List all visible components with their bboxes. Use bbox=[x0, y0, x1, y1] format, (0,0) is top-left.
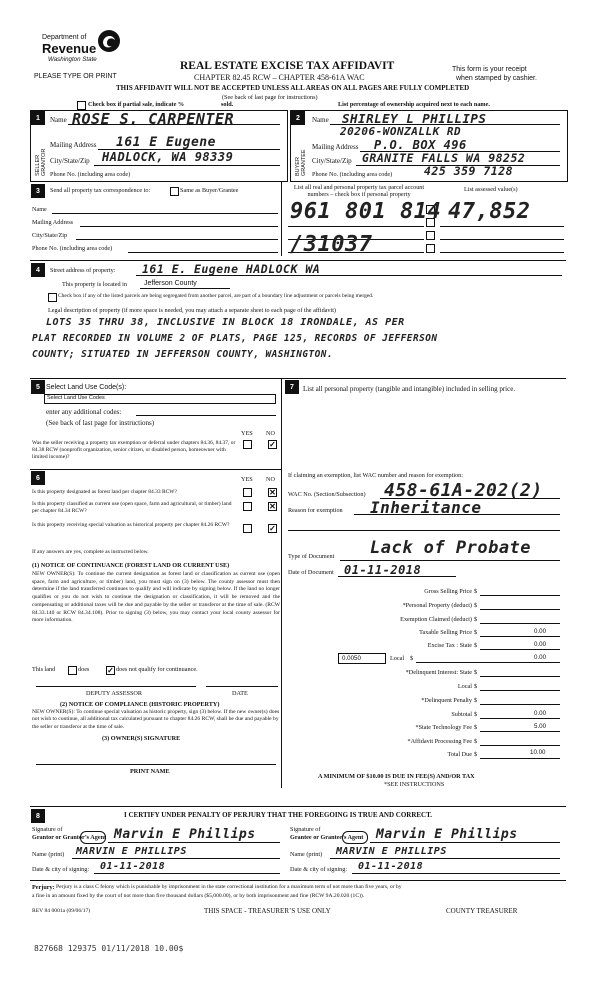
reason-value[interactable]: Inheritance bbox=[370, 498, 482, 517]
see-back-header: (See back of last page for instructions) bbox=[222, 94, 318, 101]
grantee-name-value[interactable]: MARVIN E PHILLIPS bbox=[336, 846, 447, 857]
taxable-label: Taxable Selling Price bbox=[419, 629, 472, 636]
forest-if-yes: If any answers are yes, complete as instructed below. bbox=[32, 549, 149, 555]
does-not-label: does not qualify for continuance. bbox=[116, 666, 198, 673]
seller-mailing-value[interactable]: 161 E Eugene bbox=[116, 135, 216, 150]
buyer-phone-label: Phone No. (including area code) bbox=[312, 171, 393, 178]
corr-name-label: Name bbox=[32, 206, 47, 213]
grantee-label: Grantee or Grantee’s Agent bbox=[290, 834, 364, 841]
corr-city-label: City/State/Zip bbox=[32, 232, 68, 239]
parcel-3-personal-checkbox[interactable] bbox=[426, 231, 435, 240]
excise-state-label: Excise Tax : State bbox=[427, 642, 472, 649]
local-label: Local bbox=[390, 655, 405, 662]
dor-logo bbox=[42, 28, 132, 68]
owner-signature-label: (3) OWNER(S) SIGNATURE bbox=[102, 735, 181, 742]
land-use-see-back: (See back of last page for instructions) bbox=[46, 419, 155, 427]
buyer-city-label: City/State/Zip bbox=[312, 157, 352, 165]
seller-side-label: SELLER GRANTOR bbox=[35, 148, 47, 176]
grantee-sig-of: Signature of bbox=[290, 826, 321, 833]
notice-1-title: (1) NOTICE OF CONTINUANCE (FOREST LAND OR CURRENT USE) bbox=[32, 562, 230, 569]
forest-q1-yes[interactable] bbox=[243, 488, 252, 497]
section-5-badge: 5 bbox=[31, 380, 45, 394]
seller-name-value[interactable]: ROSE S. CARPENTER bbox=[72, 110, 235, 128]
street-value[interactable]: 161 E. Eugene HADLOCK WA bbox=[142, 262, 321, 276]
seller-city-value[interactable]: HADLOCK, WA 98339 bbox=[102, 150, 234, 164]
perjury-text-2: a fine in an amount fixed by the court of not more than five thousand dollars ($5,000.00), or by both imprisonment and fine (RCW 9A.20.020 (1C)). bbox=[32, 893, 365, 899]
parcel-1-value[interactable]: 961 801 814 bbox=[290, 199, 442, 224]
notice-1-text: NEW OWNER(S): To continue the current designation as forest land or classification as current use (open space, farm and agriculture, or timber) land, you must sign on (3) below. The county assessor must then determine if the land transferred continues to qualify and will indicate by signing below. If the land no longer qualifies or you do not wish to continue the designation or classification, it will be removed and the compensating or additional taxes will be due and payable by the seller or transferor at the time of sale. (RCW 84.33.140 or RCW 84.34.108). Prior to signing (3) below, you may contact your local county assessor for more information. bbox=[32, 571, 280, 624]
delinquent-interest-label: *Delinquent Interest: State bbox=[405, 669, 472, 676]
grantor-agent-circle bbox=[80, 831, 106, 844]
section-8-badge: 8 bbox=[31, 809, 45, 823]
excise-state-dollar: $ bbox=[474, 642, 478, 649]
please-type: PLEASE TYPE OR PRINT bbox=[34, 73, 117, 80]
forest-q3-no[interactable]: ✓ bbox=[269, 524, 276, 533]
legal-label: Legal description of property (if more space is needed, you may attach a separate sheet to each page of the affidavit) bbox=[48, 307, 336, 314]
local-value: 0.00 bbox=[534, 654, 547, 661]
buyer-phone-value[interactable]: 425 359 7128 bbox=[424, 164, 514, 178]
subtotal-dollar: $ bbox=[474, 711, 478, 718]
affidavit-fee-label: *Affidavit Processing Fee bbox=[407, 738, 472, 745]
gross-label: Gross Selling Price bbox=[424, 588, 472, 595]
exemption-question: Was the seller receiving a property tax exemption or deferral under chapters 84.36, 84.37, or 84.38 RCW (nonprofit organization, senior citizen, or disabled person, homeowner with limited income)? bbox=[32, 440, 236, 460]
buyer-city-value[interactable]: GRANITE FALLS WA 98252 bbox=[362, 151, 526, 165]
land-use-select-value: Select Land Use Codes bbox=[47, 395, 105, 401]
total-label: Total Due bbox=[447, 751, 472, 758]
county-value: Jefferson County bbox=[144, 280, 197, 287]
exemption-claimed-label: Exemption Claimed (deduct) bbox=[400, 616, 472, 623]
land-use-yes: YES bbox=[241, 430, 253, 437]
corr-phone-label: Phone No. (including area code) bbox=[32, 245, 113, 252]
affidavit-fee-dollar: $ bbox=[474, 738, 478, 745]
form-subtitle: CHAPTER 82.45 RCW – CHAPTER 458-61A WAC bbox=[194, 73, 365, 82]
legal-line-3[interactable]: COUNTY; SITUATED IN JEFFERSON COUNTY, WASHINGTON. bbox=[32, 349, 334, 360]
seller-phone-label: Phone No. (including area code) bbox=[50, 171, 131, 178]
personal-label: *Personal Property (deduct) bbox=[402, 602, 472, 609]
grantor-name-label: Name (print) bbox=[32, 851, 65, 858]
exemption-claim-label: If claiming an exemption, list WAC number and reason for exemption: bbox=[288, 472, 463, 479]
land-use-no: NO bbox=[266, 430, 275, 437]
buyer-name-value-2[interactable]: 20206-WONZALLK RD bbox=[340, 125, 462, 138]
receipt-note-1: This form is your receipt bbox=[452, 66, 527, 73]
section-2-badge: 2 bbox=[291, 111, 305, 125]
cashier-stamp: 827668 129375 01/11/2018 10.00$ bbox=[34, 944, 184, 953]
see-instructions: *SEE INSTRUCTIONS bbox=[384, 781, 445, 788]
form-title: REAL ESTATE EXCISE TAX AFFIDAVIT bbox=[180, 60, 395, 72]
tech-fee-value: 5.00 bbox=[534, 723, 547, 730]
grantor-date-label: Date & city of signing: bbox=[32, 866, 90, 873]
grantor-sig-of: Signature of bbox=[32, 826, 63, 833]
street-label: Street address of property: bbox=[50, 267, 116, 274]
correspondence-label: Send all property tax correspondence to: bbox=[50, 187, 151, 194]
tech-fee-dollar: $ bbox=[474, 724, 478, 731]
notice-2-title: (2) NOTICE OF COMPLIANCE (HISTORIC PROPERTY) bbox=[60, 701, 220, 708]
does-checkbox[interactable] bbox=[68, 666, 77, 675]
wac-label: WAC No. (Section/Subsection) bbox=[288, 491, 366, 498]
exemption-claimed-dollar: $ bbox=[474, 616, 478, 623]
logo-dept-line: Department of bbox=[42, 34, 87, 41]
legal-line-2[interactable]: PLAT RECORDED IN VOLUME 2 OF PLATS, PAGE 125, RECORDS OF JEFFERSON bbox=[32, 333, 438, 344]
tech-fee-label: *State Technology Fee bbox=[415, 724, 472, 731]
personal-property-label: List all personal property (tangible and intangible) included in selling price. bbox=[303, 385, 516, 393]
doc-date-value[interactable]: 01-11-2018 bbox=[344, 563, 422, 577]
grantor-date-value[interactable]: 01-11-2018 bbox=[100, 861, 166, 872]
buyer-name-value[interactable]: SHIRLEY L PHILLIPS bbox=[342, 111, 487, 126]
section-1-badge: 1 bbox=[31, 111, 45, 125]
forest-yes: YES bbox=[241, 476, 253, 483]
partial-sale-label: Check box if partial sale, indicate % bbox=[88, 101, 185, 108]
exemption-no-checkbox[interactable]: ✓ bbox=[269, 440, 276, 449]
delinquent-penalty-dollar: $ bbox=[474, 697, 478, 704]
land-use-select[interactable] bbox=[44, 394, 276, 404]
grantee-date-label: Date & city of signing: bbox=[290, 866, 348, 873]
deputy-date-label: DATE bbox=[232, 690, 248, 697]
certify-statement: I CERTIFY UNDER PENALTY OF PERJURY THAT THE FOREGOING IS TRUE AND CORRECT. bbox=[124, 811, 433, 819]
wac-value[interactable]: 458-61A-202(2) bbox=[384, 480, 543, 501]
does-label: does bbox=[78, 666, 90, 673]
grantor-signature[interactable]: Marvin E Phillips bbox=[114, 827, 256, 842]
forest-q1-no[interactable]: ✕ bbox=[269, 488, 276, 497]
assessed-1-value[interactable]: 47,852 bbox=[448, 199, 531, 224]
perjury-label: Perjury: bbox=[32, 884, 55, 891]
local-rate-box[interactable] bbox=[338, 653, 386, 664]
treasurer-space: THIS SPACE - TREASURER’S USE ONLY bbox=[204, 907, 331, 915]
seller-mailing-label: Mailing Address bbox=[50, 141, 97, 149]
local-rate-value: 0.0050 bbox=[342, 655, 361, 662]
segregated-label: Check box if any of the listed parcels are being segregated from another parcel, are part of a boundary line adjustment or parcels being merged. bbox=[58, 293, 374, 299]
section-3-badge: 3 bbox=[31, 184, 45, 198]
segregated-checkbox[interactable] bbox=[48, 293, 57, 302]
logo-revenue: Revenue bbox=[42, 41, 97, 56]
doc-type-value[interactable]: Lack of Probate bbox=[370, 538, 532, 558]
ownership-note: List percentage of ownership acquired next to each name. bbox=[338, 101, 490, 108]
this-land-label: This land bbox=[32, 666, 56, 673]
deputy-assessor-label: DEPUTY ASSESSOR bbox=[86, 690, 142, 697]
section-7-badge: 7 bbox=[285, 380, 299, 394]
additional-codes-label: enter any additional codes: bbox=[46, 408, 122, 416]
grantor-name-value[interactable]: MARVIN E PHILLIPS bbox=[76, 846, 187, 857]
assessed-header: List assessed value(s) bbox=[464, 186, 518, 193]
grantor-label: Grantor or Grantor’s Agent bbox=[32, 834, 107, 841]
excise-state-value: 0.00 bbox=[534, 641, 547, 648]
parcel-header: List all real and personal property tax parcel account numbers – check box if personal property bbox=[293, 184, 425, 198]
buyer-name-label: Name bbox=[312, 116, 329, 124]
notice-2-text: NEW OWNER(S): To continue special valuation as historic property, sign (3) below. If the new owner(s) does not wish to continue, all additional tax calculated pursuant to chapter 84.26 RCW, shall be due and payable by the seller or transferor at the time of sale. bbox=[32, 709, 280, 730]
perjury-text-1: Perjury is a class C felony which is punishable by imprisonment in the state correctional institution for a maximum term of not more than five years, or by bbox=[56, 884, 402, 890]
forest-q3: Is this property receiving special valuation as historical property per chapter 84.26 RCW? bbox=[32, 522, 230, 528]
forest-q1: Is this property designated as forest land per chapter 84.33 RCW? bbox=[32, 489, 177, 495]
subtotal-label: Subtotal bbox=[451, 711, 472, 718]
reason-label: Reason for exemption bbox=[288, 507, 343, 514]
forest-q2-no[interactable]: ✕ bbox=[269, 502, 276, 511]
taxable-dollar: $ bbox=[474, 629, 478, 636]
print-name-label: PRINT NAME bbox=[130, 768, 170, 775]
grantee-date-value[interactable]: 01-11-2018 bbox=[358, 861, 424, 872]
land-use-label: Select Land Use Code(s): bbox=[46, 384, 127, 391]
does-not-checkbox[interactable]: ✓ bbox=[107, 666, 114, 675]
grantee-signature[interactable]: Marvin E Phillips bbox=[376, 827, 518, 842]
grantee-name-label: Name (print) bbox=[290, 851, 323, 858]
same-as-buyer-label: Same as Buyer/Grantee bbox=[180, 187, 239, 194]
buyer-mailing-value[interactable]: P.O. BOX 496 bbox=[374, 138, 467, 152]
gross-dollar: $ bbox=[474, 588, 478, 595]
form-warning: THIS AFFIDAVIT WILL NOT BE ACCEPTED UNLESS ALL AREAS ON ALL PAGES ARE FULLY COMPLETED bbox=[116, 84, 470, 92]
total-value: 10.00 bbox=[530, 749, 546, 756]
sold-label: sold. bbox=[221, 101, 234, 108]
buyer-mailing-label: Mailing Address bbox=[312, 143, 359, 151]
seller-city-label: City/State/Zip bbox=[50, 157, 90, 165]
section-6-badge: 6 bbox=[31, 471, 45, 485]
revenue-swirl-icon bbox=[96, 28, 122, 54]
county-treasurer: COUNTY TREASURER bbox=[446, 907, 518, 915]
same-as-buyer-checkbox[interactable] bbox=[170, 187, 179, 196]
legal-line-1[interactable]: LOTS 35 THRU 38, INCLUSIVE IN BLOCK 18 IRONDALE, AS PER bbox=[46, 317, 405, 328]
subtotal-value: 0.00 bbox=[534, 710, 547, 717]
minimum-note: A MINIMUM OF $10.00 IS DUE IN FEE(S) AND/OR TAX bbox=[318, 773, 475, 780]
grantee-agent-circle bbox=[342, 831, 368, 844]
delinquent-penalty-label: *Delinquent Penalty bbox=[421, 697, 472, 704]
local-dollar: $ bbox=[410, 655, 414, 662]
receipt-note-2: when stamped by cashier. bbox=[456, 75, 537, 82]
forest-q3-yes[interactable] bbox=[243, 524, 252, 533]
delinquent-interest-dollar: $ bbox=[474, 669, 478, 676]
forest-no: NO bbox=[266, 476, 275, 483]
parcel-2-value[interactable]: /31037 bbox=[290, 232, 373, 257]
forest-q2: Is this property classified as current use (open space, farm and agricultural, or timber) land per chapter 84.34 RCW? bbox=[32, 501, 232, 514]
seller-name-label: Name bbox=[50, 116, 67, 124]
forest-q2-yes[interactable] bbox=[243, 502, 252, 511]
personal-dollar: $ bbox=[474, 602, 478, 609]
total-dollar: $ bbox=[474, 751, 478, 758]
buyer-side-label: BUYER GRANTEE bbox=[295, 149, 307, 176]
doc-type-label: Type of Document bbox=[288, 553, 335, 560]
rev-number: REV 84 0001a (09/06/17) bbox=[32, 908, 91, 914]
local2-label: Local bbox=[457, 683, 472, 690]
doc-date-label: Date of Document bbox=[288, 569, 334, 576]
partial-sale-checkbox[interactable] bbox=[77, 101, 86, 110]
taxable-value: 0.00 bbox=[534, 628, 547, 635]
section-4-badge: 4 bbox=[31, 263, 45, 277]
county-label: This property is located in bbox=[62, 281, 127, 288]
logo-state: Washington State bbox=[48, 56, 97, 63]
local2-dollar: $ bbox=[474, 683, 478, 690]
parcel-4-personal-checkbox[interactable] bbox=[426, 244, 435, 253]
corr-mailing-label: Mailing Address bbox=[32, 219, 74, 226]
exemption-yes-checkbox[interactable] bbox=[243, 440, 252, 449]
